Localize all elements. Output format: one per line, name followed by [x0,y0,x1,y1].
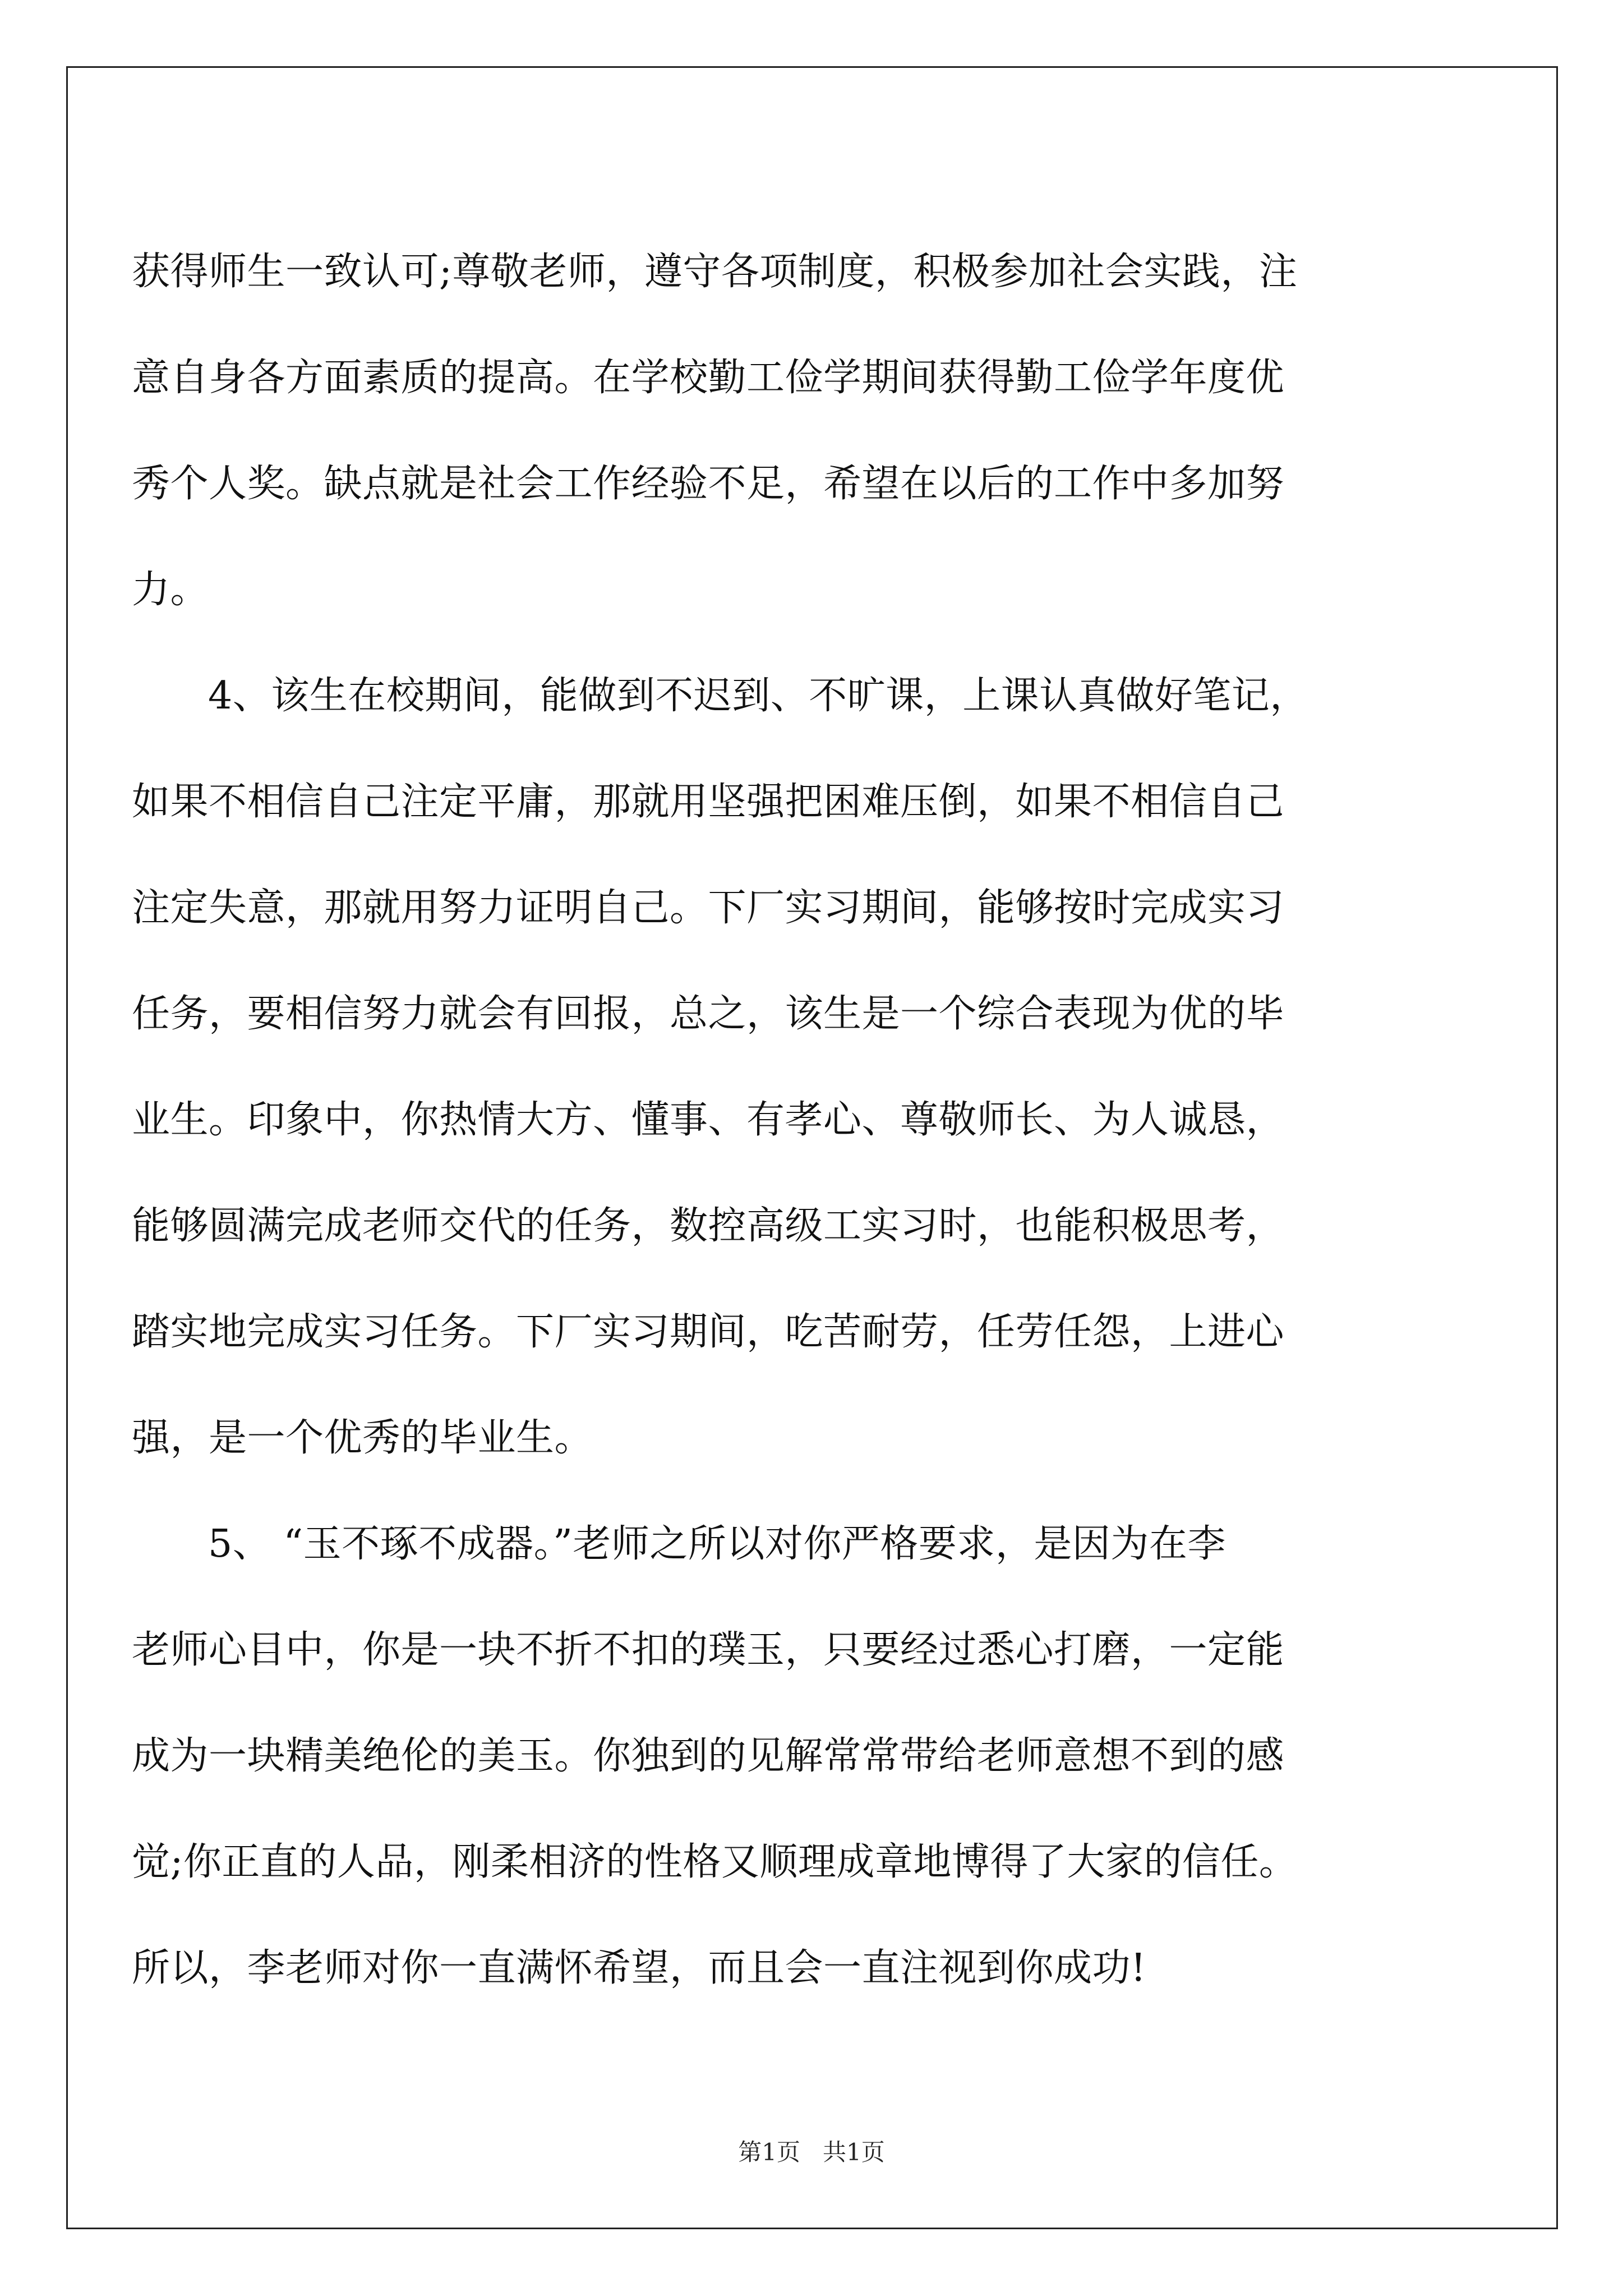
text-line: 注定失意，那就用努力证明自己。下厂实习期间，能够按时完成实习 [132,886,1285,930]
text-line: 觉;你正直的人品，刚柔相济的性格又顺理成章地博得了大家的信任。 [132,1840,1298,1884]
text-line: 能够圆满完成老师交代的任务，数控高级工实习时，也能积极思考， [132,1204,1285,1248]
text-line: 秀个人奖。缺点就是社会工作经验不足，希望在以后的工作中多加努 [132,462,1285,506]
text-line: 获得师生一致认可;尊敬老师，遵守各项制度，积极参加社会实践，注 [132,250,1298,294]
text-line: 任务，要相信努力就会有回报，总之，该生是一个综合表现为优的毕 [132,992,1285,1036]
text-line: 踏实地完成实习任务。下厂实习期间，吃苦耐劳，任劳任怨，上进心 [132,1310,1285,1354]
text-line: 成为一块精美绝伦的美玉。你独到的见解常常带给老师意想不到的感 [132,1734,1285,1778]
text-line: 业生。印象中，你热情大方、懂事、有孝心、尊敬师长、为人诚恳， [132,1098,1285,1142]
text-line: 所以，李老师对你一直满怀希望，而且会一直注视到你成功! [132,1946,1146,1990]
text-line: 意自身各方面素质的提高。在学校勤工俭学期间获得勤工俭学年度优 [132,356,1285,400]
paragraph-5-start: 5、 “玉不琢不成器。”老师之所以对你严格要求，是因为在李 [208,1522,1226,1566]
text-line: 老师心目中，你是一块不折不扣的璞玉，只要经过悉心打磨，一定能 [132,1628,1285,1672]
paragraph-4-start: 4、该生在校期间，能做到不迟到、不旷课，上课认真做好笔记， [208,674,1308,718]
document-body [132,219,1444,2021]
text-line: 强，是一个优秀的毕业生。 [132,1416,593,1460]
text-line: 如果不相信自己注定平庸，那就用坚强把困难压倒，如果不相信自己 [132,780,1285,824]
text-line: 力。 [132,568,209,612]
page-number-footer: 第1页 共1页 [738,2138,885,2166]
